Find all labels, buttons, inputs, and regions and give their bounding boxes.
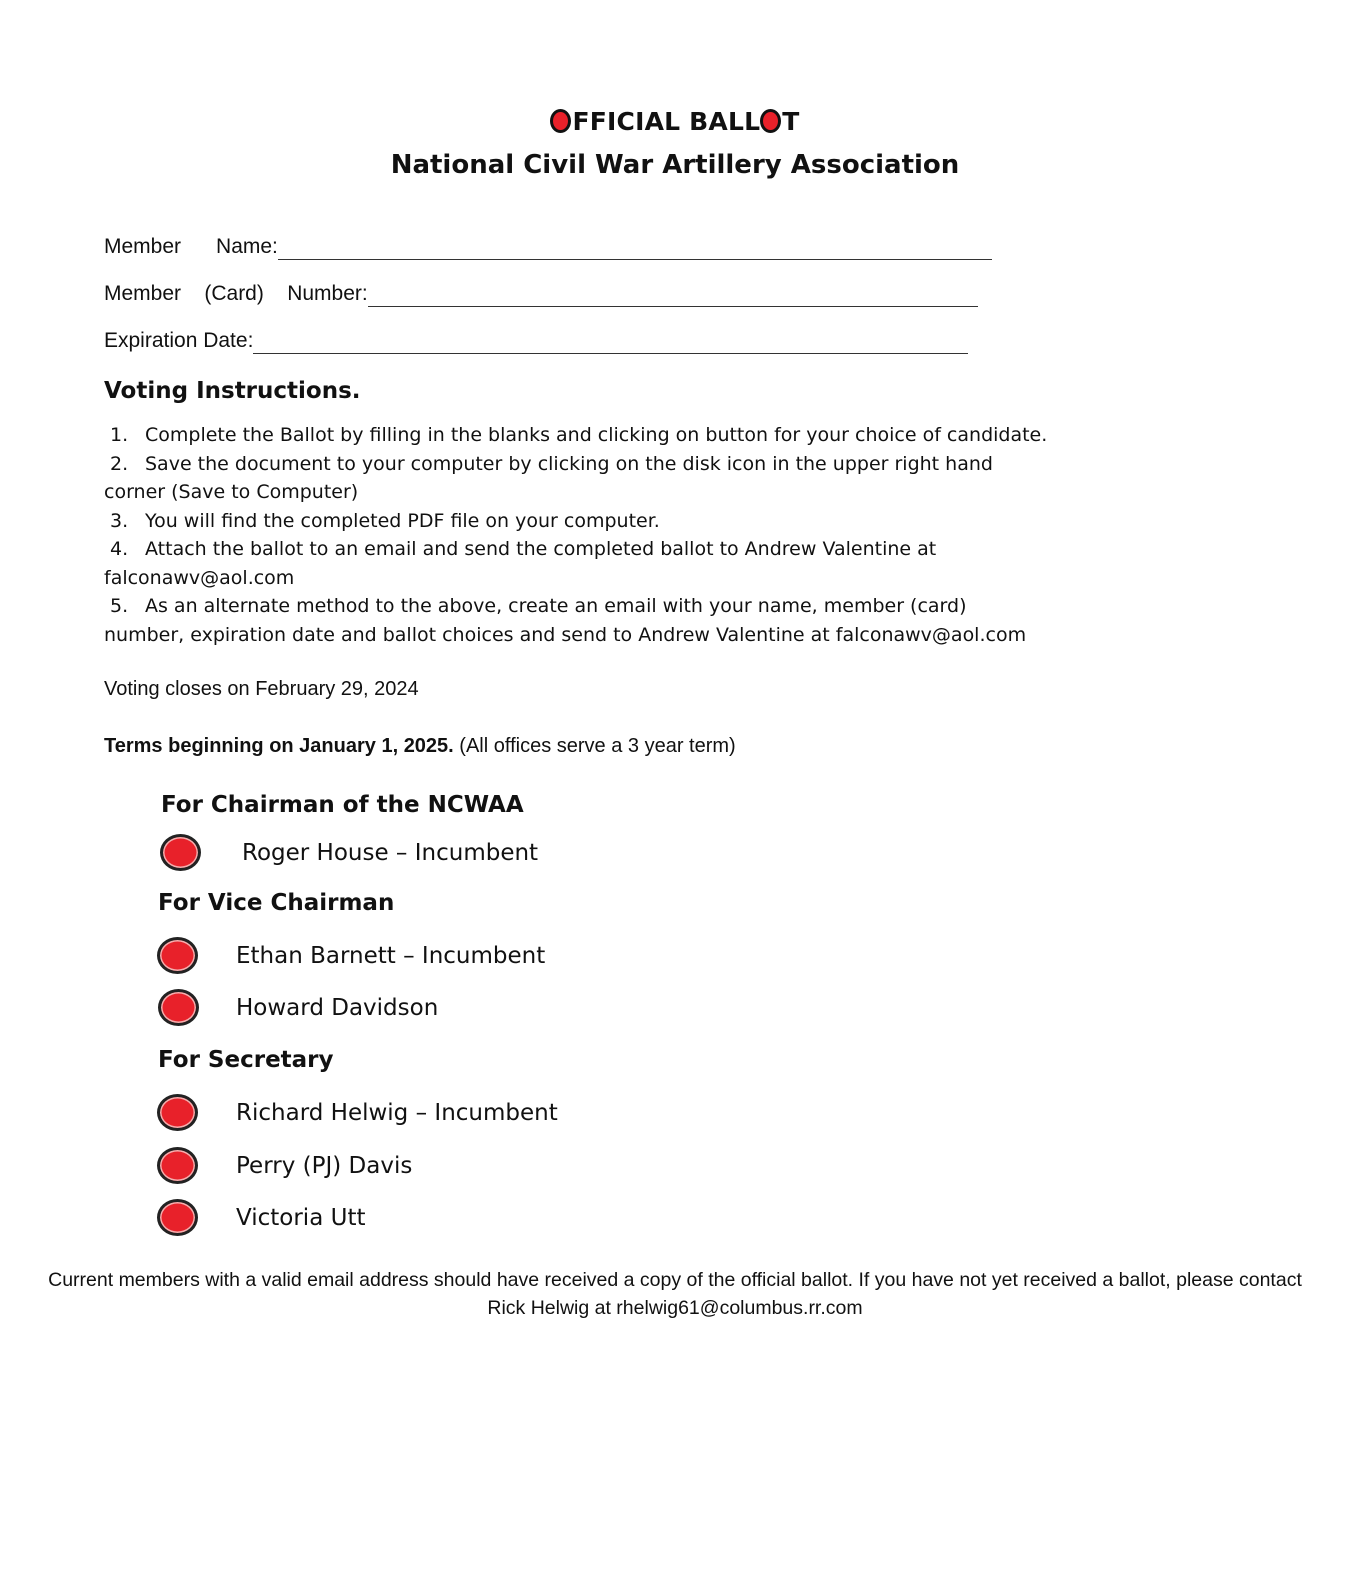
radio-button[interactable] [157, 937, 198, 974]
title-text-part2: T [782, 107, 800, 136]
office-heading-chairman: For Chairman of the NCWAA [161, 792, 524, 818]
instruction-text: Complete the Ballot by filling in the blanks and clicking on button for your choice of candidate. [145, 424, 1048, 446]
instruction-number: 4. [110, 538, 129, 560]
instruction-number: 3. [110, 509, 129, 532]
instructions-list [104, 421, 1194, 649]
instruction-item [104, 421, 1194, 450]
ballot-title [0, 104, 1350, 140]
candidate-name: Ethan Barnett – Incumbent [236, 942, 546, 969]
association-name: National Civil War Artillery Association [390, 150, 960, 180]
expiration-date-row [104, 328, 968, 354]
footer-note [0, 1266, 1350, 1322]
instruction-text: You will find the completed PDF file on your computer. [145, 509, 660, 532]
office-heading-secretary: For Secretary [158, 1047, 334, 1073]
radio-button[interactable] [157, 1094, 198, 1131]
terms-text [104, 735, 736, 758]
candidate-option[interactable] [157, 1094, 558, 1131]
member-number-field[interactable] [368, 285, 978, 307]
candidate-name: Perry (PJ) Davis [236, 1152, 413, 1179]
terms-bold: Terms beginning on January 1, 2025. [104, 735, 454, 757]
red-circle-o-icon [760, 109, 781, 133]
instruction-number: 5. [110, 595, 129, 617]
candidate-name: Victoria Utt [236, 1204, 366, 1231]
ballot-header [0, 104, 1350, 186]
terms-note: (All offices serve a 3 year term) [453, 735, 736, 757]
title-text-part1: FFICIAL BALL [572, 107, 761, 136]
radio-button[interactable] [157, 1199, 198, 1236]
candidate-name: Richard Helwig – Incumbent [236, 1099, 558, 1126]
member-number-label: Member (Card) Number: [104, 282, 368, 305]
expiration-date-field[interactable] [253, 332, 968, 354]
office-heading-vice-chairman: For Vice Chairman [158, 890, 395, 916]
footer-line-1: Current members with a valid email address should have received a copy of the official ballot. If you have not yet received a ballot, please contact [48, 1269, 1302, 1291]
instruction-item-continued: number, expiration date and ballot choices and send to Andrew Valentine at falconawv@aol.com [104, 623, 1027, 646]
instruction-number: 2. [110, 452, 129, 475]
instruction-text: Save the document to your computer by clicking on the disk icon in the upper right hand [145, 452, 993, 475]
member-name-label: Member Name: [104, 235, 278, 258]
candidate-option[interactable] [157, 1199, 365, 1236]
footer-contact-line: Rick Helwig at rhelwig61@columbus.rr.com [487, 1297, 863, 1319]
member-name-field[interactable] [278, 238, 992, 260]
red-circle-o-icon [550, 109, 571, 133]
candidate-option[interactable] [160, 834, 538, 871]
instruction-item [104, 450, 1194, 479]
candidate-option[interactable] [157, 1147, 412, 1184]
member-number-row [104, 281, 978, 307]
radio-button[interactable] [160, 834, 201, 871]
instruction-item-continued: corner (Save to Computer) [104, 481, 359, 503]
instruction-item [104, 592, 1194, 621]
expiration-date-label: Expiration Date: [104, 329, 254, 352]
instruction-text: As an alternate method to the above, create an email with your name, member (card) [145, 595, 967, 617]
candidate-name: Howard Davidson [236, 994, 439, 1021]
candidate-option[interactable] [158, 989, 438, 1026]
email-link[interactable]: falconawv@aol.com [104, 566, 295, 589]
instruction-number: 1. [110, 424, 129, 446]
candidate-option[interactable] [157, 937, 545, 974]
instruction-item [104, 507, 1194, 536]
radio-button[interactable] [158, 989, 199, 1026]
member-name-row [104, 234, 992, 260]
voting-instructions-heading: Voting Instructions. [104, 378, 361, 404]
instruction-item [104, 535, 1194, 564]
instruction-text: Attach the ballot to an email and send the completed ballot to Andrew Valentine at [145, 538, 937, 560]
radio-button[interactable] [157, 1147, 198, 1184]
voting-closes-text: Voting closes on February 29, 2024 [104, 678, 419, 700]
candidate-name: Roger House – Incumbent [242, 839, 539, 866]
